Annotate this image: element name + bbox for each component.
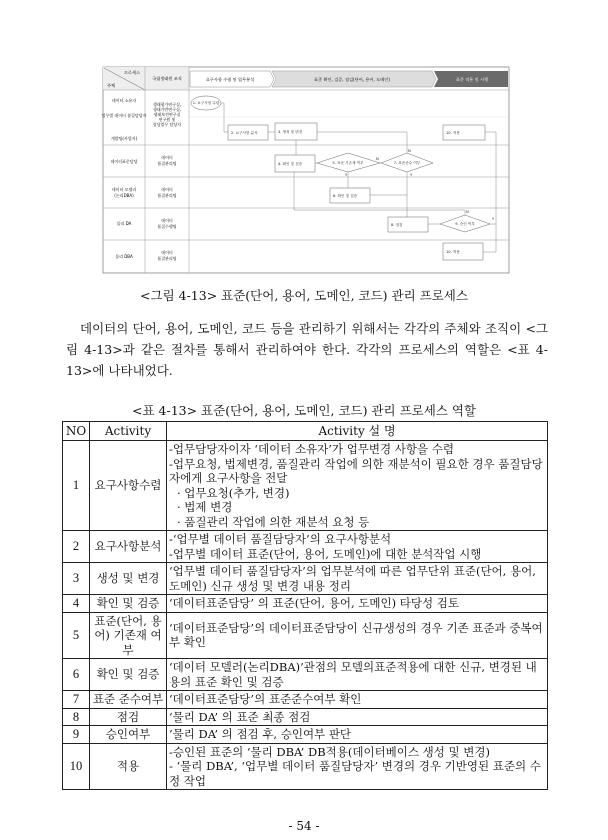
row-number: 7 bbox=[63, 691, 90, 709]
lane-org: 데이터 bbox=[161, 218, 173, 223]
row-number: 10 bbox=[63, 743, 90, 790]
row-description bbox=[167, 743, 548, 790]
table-row bbox=[63, 708, 548, 726]
row-activity: 확인 및 검증 bbox=[90, 595, 167, 613]
row-number: 6 bbox=[63, 659, 90, 691]
lane-actor: 개발팀(사업자) bbox=[110, 136, 138, 141]
lane-org: 품질관리팀 bbox=[157, 256, 177, 261]
row-description bbox=[167, 659, 548, 691]
lane-org: 생태기반연구실, bbox=[152, 107, 182, 112]
lane-org: 데이터 bbox=[161, 187, 173, 192]
page-number: - 54 - bbox=[288, 819, 320, 833]
flag-y: Y bbox=[345, 173, 348, 177]
flag-n: N bbox=[466, 210, 469, 214]
table-row bbox=[63, 726, 548, 744]
row-description bbox=[167, 708, 548, 726]
row-activity: 승인여부 bbox=[90, 726, 167, 744]
flag-n: N bbox=[376, 157, 379, 161]
table-row bbox=[63, 659, 548, 691]
table-header-row bbox=[63, 422, 548, 441]
lane-actor: (논리DBA) bbox=[114, 193, 134, 198]
description-line: -승인된 표준의 ‘물리 DBA’ DB적용(데이터베이스 생성 및 변경) bbox=[169, 744, 491, 759]
step-6-label: 6. 확인 및 검증 bbox=[333, 194, 358, 198]
header-activity: Activity bbox=[90, 422, 167, 441]
description-line: -‘업무별 데이터 품질담당자’의 요구사항분석 bbox=[169, 532, 392, 546]
row-activity: 점검 bbox=[90, 708, 167, 726]
row-activity: 적용 bbox=[90, 743, 167, 790]
row-number: 3 bbox=[63, 563, 90, 595]
description-line: -업무별 데이터 표준(단어, 용어, 도메인)에 대한 분석작업 시행 bbox=[169, 546, 482, 561]
process-flowchart bbox=[100, 64, 512, 276]
row-description bbox=[167, 726, 548, 744]
lane-org: 상담업무 담당자 bbox=[152, 122, 182, 127]
row-description bbox=[167, 595, 548, 613]
table-row bbox=[63, 612, 548, 659]
description-line: ‘업무별 데이터 품질담당자’의 업무분석에 따른 업무단위 표준(단어, 용어, 도메인) 신규 생성 및 변경 내용 정리 bbox=[169, 564, 536, 593]
lane-actor: 데이터 소유자 bbox=[111, 98, 137, 103]
lane-org: 품질수행팀 bbox=[157, 224, 177, 229]
description-line: · 업무요청(추가, 변경) bbox=[177, 485, 290, 500]
row-number: 2 bbox=[63, 531, 90, 563]
description-line: · 품질관리 작업에 의한 재분석 요청 등 bbox=[177, 514, 370, 529]
step-1-label: 1. 요구사항 수렴 bbox=[192, 101, 220, 105]
phase1-label: 요구사항 수렴 및 업무분석 bbox=[205, 77, 255, 82]
header-description: Activity 설 명 bbox=[167, 422, 548, 441]
row-number: 8 bbox=[63, 708, 90, 726]
table-row bbox=[63, 441, 548, 531]
row-number: 5 bbox=[63, 612, 90, 659]
step-7-label: 7. 표준준수 여부 bbox=[393, 161, 421, 165]
flag-n: N bbox=[408, 149, 411, 153]
row-activity: 표준 준수여부 bbox=[90, 691, 167, 709]
description-line: ‘데이터표준담당’ 의 표준(단어, 용어, 도메인) 타당성 검토 bbox=[169, 596, 459, 610]
lane-org: 생태평가연구실, bbox=[152, 102, 182, 107]
row-activity: 확인 및 검증 bbox=[90, 659, 167, 691]
phase3-label: 표준 적용 및 시행 bbox=[455, 77, 489, 82]
table-caption: <표 4-13> 표준(단어, 용어, 도메인, 코드) 관리 프로세스 역할 bbox=[132, 403, 476, 418]
step-3-label: 3. 생성 및 변경 bbox=[278, 130, 303, 134]
lane-org: 품질관리팀 bbox=[157, 161, 177, 166]
step-9-label: 9. 승인 여부 bbox=[455, 222, 475, 226]
description-line: ‘물리 DA’ 의 표준 최종 점검 bbox=[169, 709, 311, 724]
step-10a-label: 10. 적용 bbox=[446, 131, 460, 135]
lane-org: 데이터 bbox=[161, 250, 173, 255]
flag-y: Y bbox=[410, 173, 413, 177]
table-row bbox=[63, 743, 548, 790]
lane-actor: 물리 DA bbox=[116, 221, 132, 226]
row-activity: 생성 및 변경 bbox=[90, 563, 167, 595]
description-line: ‘데이터표준담당’의 데이터표준담당이 신규생성의 경우 기존 표준과 중복여부 확인 bbox=[169, 620, 543, 650]
lane-org: 품질관리팀 bbox=[157, 193, 177, 198]
table-row bbox=[63, 691, 548, 709]
table-row bbox=[63, 563, 548, 595]
figure-caption: <그림 4-13> 표준(단어, 용어, 도메인, 코드) 관리 프로세스 bbox=[140, 288, 468, 303]
phase2-label: 표준 확인, 검증, 점검(단어, 용어, 도메인) bbox=[314, 77, 390, 82]
process-diagram bbox=[100, 64, 512, 276]
table-row bbox=[63, 531, 548, 563]
row-number: 9 bbox=[63, 726, 90, 744]
description-line: -업무담당자이자 ‘데이터 소유자’가 업무변경 사항을 수렴 bbox=[169, 442, 454, 456]
lane-actor: 데이터표준담당 bbox=[110, 159, 138, 164]
lane-actor: 데이터 모델러 bbox=[111, 187, 137, 192]
flag-y: Y bbox=[492, 217, 495, 221]
corner-bottom: 주체 bbox=[107, 83, 116, 88]
step-4-label: 4. 확인 및 검증 bbox=[278, 162, 303, 166]
org-header: 국립생태원 조직 bbox=[152, 76, 182, 81]
lane-org: 데이터 bbox=[161, 155, 173, 160]
corner-top: 프로세스 bbox=[123, 70, 140, 75]
step-2-label: 2. 요구사항 분석 bbox=[231, 131, 258, 135]
row-number: 1 bbox=[63, 441, 90, 531]
step-10b-label: 10. 적용 bbox=[446, 250, 460, 254]
lane-org: 생태보전연구실 bbox=[153, 112, 181, 117]
row-activity: 요구사항수렴 bbox=[90, 441, 167, 531]
table-row bbox=[63, 595, 548, 613]
row-number: 4 bbox=[63, 595, 90, 613]
description-line: ‘물리 DA’ 의 점검 후, 승인여부 판단 bbox=[169, 727, 352, 741]
description-line: -업무요청, 법제변경, 품질관리 작업에 의한 재분석이 필요한 경우 품질담당자에게 요구사항을 전달 bbox=[169, 456, 543, 485]
description-line: - ‘물리 DBA’, ‘업무별 데이터 품질담당자’ 변경의 경우 기반영된 표준의 수정 작업 bbox=[169, 759, 541, 788]
row-activity: 요구사항분석 bbox=[90, 531, 167, 563]
step-5-label: 5. 표준 기존재 여부 bbox=[332, 161, 364, 165]
row-description bbox=[167, 563, 548, 595]
lane-actor: 물리 DBA bbox=[115, 254, 133, 259]
process-role-table bbox=[62, 421, 548, 790]
row-description bbox=[167, 531, 548, 563]
description-line: ‘데이터 모델러(논리DBA)’관점의 모델의표준적용에 대한 신규, 변경된 내용의 표준 확인 및 검증 bbox=[169, 660, 537, 689]
row-description bbox=[167, 612, 548, 659]
lane-actor: 업무별 데이터 품질담당자 bbox=[101, 113, 147, 118]
row-description bbox=[167, 441, 548, 531]
row-activity: 표준(단어, 용어) 기존재 여부 bbox=[90, 612, 167, 659]
description-line: ‘데이터표준담당’의 표준준수여부 확인 bbox=[169, 692, 362, 706]
lane-org: 연구원 및 bbox=[158, 117, 176, 122]
step-8-label: 8. 점검 bbox=[391, 223, 403, 227]
body-paragraph: 데이터의 단어, 용어, 도메인, 코드 등을 관리하기 위해서는 각각의 주체와 조직이 <그림 4-13>과 같은 절차를 통해서 관리하여야 한다. 각각의 프로세스의 역할은 <표 4-13>에 나타내었다. bbox=[66, 321, 548, 378]
row-description bbox=[167, 691, 548, 709]
description-line: · 법제 변경 bbox=[177, 500, 233, 514]
header-no: NO bbox=[63, 422, 90, 441]
